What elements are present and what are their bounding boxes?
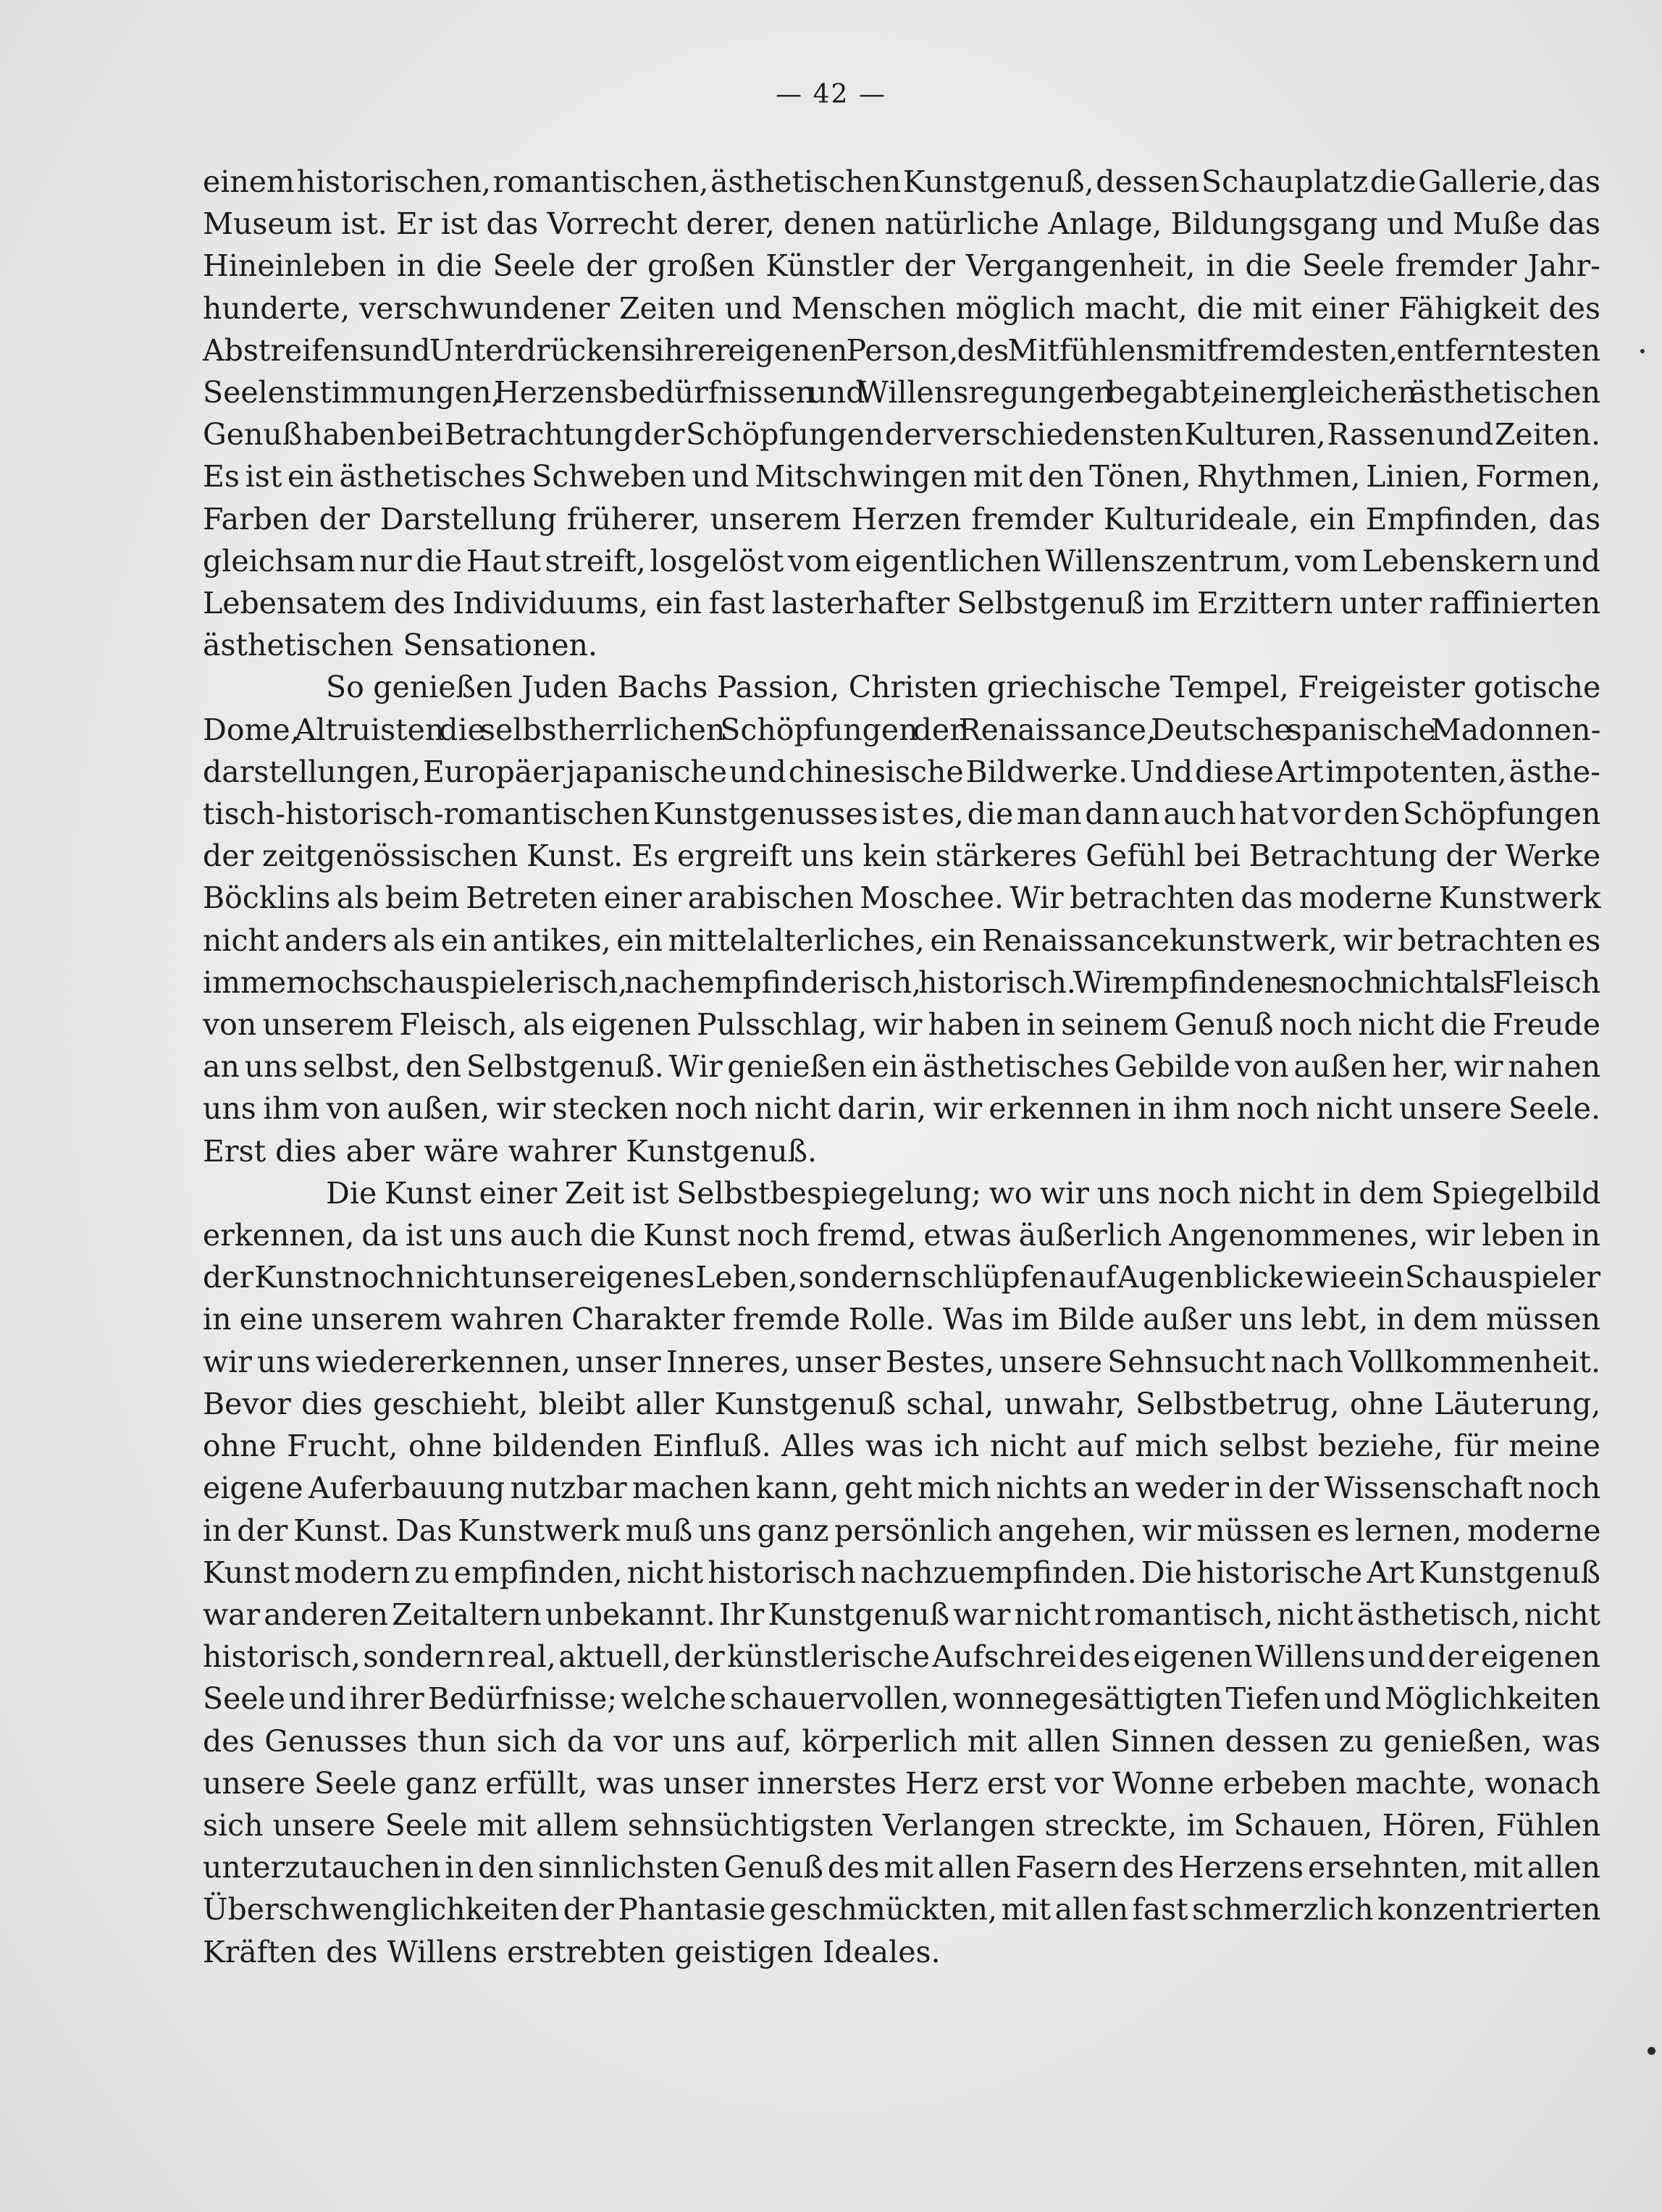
text-line: eigene Auferbauung nutzbar machen kann, geht mich nichts an weder in der Wissenschaft noch [203,1471,1601,1506]
text-line: uns ihm von außen, wir stecken noch nicht darin, wir erkennen in ihm noch nicht unsere Seele. [203,1091,1600,1127]
text-line: Genuß haben bei Betrachtung der Schöpfungen der verschiedensten Kulturen, Rassen und Zeiten. [203,417,1600,453]
text-line: unsere Seele ganz erfüllt, was unser innerstes Herz erst vor Wonne erbeben machte, wonach [203,1765,1601,1801]
text-line: Farben der Darstellung früherer, unserem Herzen fremder Kulturideale, ein Empfinden, das [203,501,1601,537]
text-line: unterzutauchen in den sinnlichsten Genuß des mit allen Fasern des Herzens ersehnten, mit allen [203,1850,1600,1885]
text-line: immer noch schauspielerisch, nachempfinderisch, historisch. Wir empfinden es noch nicht als Fleisch [203,964,1601,1000]
text-line: darstellungen, Europäer japanische und chinesische Bildwerke. Und diese Art impotenten, ästhe- [203,754,1600,789]
text-line: einem historischen, romantischen, ästhetischen Kunstgenuß, dessen Schauplatz die Gallerie, das [203,164,1601,199]
text-line: Bevor dies geschieht, bleibt aller Kunstgenuß schal, unwahr, Selbstbetrug, ohne Läuterung, [203,1386,1601,1421]
text-line: Lebensatem des Individuums, ein fast lasterhafter Selbstgenuß im Erzittern unter raffinierten [203,586,1601,621]
text-line: Überschwenglichkeiten der Phantasie geschmückten, mit allen fast schmerzlich konzentrierten [203,1892,1601,1927]
text-line: wir uns wiedererkennen, unser Inneres, unser Bestes, unsere Sehnsucht nach Vollkommenheit. [203,1344,1600,1379]
page-number: — 42 — [776,80,886,109]
text-line: war anderen Zeitaltern unbekannt. Ihr Kunstgenuß war nicht romantisch, nicht ästhetisch, nicht [203,1597,1600,1632]
text-line: ohne Frucht, ohne bildenden Einfluß. Alles was ich nicht auf mich selbst beziehe, für meine [203,1429,1600,1464]
body-text [203,161,1600,1973]
text-line: Kunst modern zu empfinden, nicht historisch nachzuempfinden. Die historische Art Kunstgenuß [203,1555,1600,1590]
text-line: Seele und ihrer Bedürfnisse; welche schauervollen, wonnegesättigten Tiefen und Möglichkeiten [203,1681,1600,1717]
text-line: Abstreifens und Unterdrückens ihrer eigenen Person, des Mitfühlens mit fremdesten, entferntesten [203,332,1600,368]
text-line: Museum ist. Er ist das Vorrecht derer, denen natürliche Anlage, Bildungsgang und Muße das [203,206,1601,242]
text-line: erkennen, da ist uns auch die Kunst noch fremd, etwas äußerlich Angenommenes, wir leben in [203,1218,1600,1253]
text-line: der Kunst noch nicht unser eigenes Leben, sondern schlüpfen auf Augenblicke wie ein Schauspieler [203,1260,1600,1295]
ink-speck [1648,2047,1655,2055]
text-line: der zeitgenössischen Kunst. Es ergreift uns kein stärkeres Gefühl bei Betrachtung der Werke [203,838,1601,874]
text-line: Kräften des Willens erstrebten geistigen Ideales. [203,1934,941,1969]
text-line: sich unsere Seele mit allem sehnsüchtigsten Verlangen streckte, im Schauen, Hören, Fühlen [203,1807,1601,1843]
paragraph [203,666,1600,1172]
text-line: Erst dies aber wäre wahrer Kunstgenuß. [203,1133,818,1169]
text-line: historisch, sondern real, aktuell, der künstlerische Aufschrei des eigenen Willens und der eigenen [203,1639,1600,1675]
text-line: von unserem Fleisch, als eigenen Pulsschlag, wir haben in seinem Genuß noch nicht die Freude [203,1007,1600,1043]
text-line: gleichsam nur die Haut streift, losgelöst vom eigentlichen Willenszentrum, vom Lebenskern und [203,543,1601,579]
text-line: So genießen Juden Bachs Passion, Christen griechische Tempel, Freigeister gotische [326,670,1601,705]
text-line: Die Kunst einer Zeit ist Selbstbespiegelung; wo wir uns noch nicht in dem Spiegelbild [326,1175,1601,1211]
text-line: nicht anders als ein antikes, ein mittelalterliches, ein Renaissancekunstwerk, wir betrachten es [203,922,1601,958]
text-line: Seelenstimmungen, Herzensbedürfnissen und Willensregungen begabt, einen gleichen ästhetischen [203,375,1600,411]
text-line: hunderte, verschwundener Zeiten und Menschen möglich macht, die mit einer Fähigkeit des [203,290,1600,326]
text-line: Böcklins als beim Betreten einer arabischen Moschee. Wir betrachten das moderne Kunstwerk [203,880,1601,916]
text-line: Hineinleben in die Seele der großen Künstler der Vergangenheit, in die Seele fremder Jahr- [203,248,1600,284]
text-line: ästhetischen Sensationen. [203,628,597,663]
text-line: Es ist ein ästhetisches Schweben und Mitschwingen mit den Tönen, Rhythmen, Linien, Formen, [203,459,1601,495]
text-line: in eine unserem wahren Charakter fremde Rolle. Was im Bilde außer uns lebt, in dem müssen [203,1302,1601,1337]
ink-speck [1640,349,1645,353]
text-line: tisch-historisch-romantischen Kunstgenusses ist es, die man dann auch hat vor den Schöpfungen [203,796,1601,832]
text-line: Dome, Altruisten die selbstherrlichen Schöpfungen der Renaissance, Deutsche spanische Madonnen- [203,712,1601,747]
text-line: des Genusses thun sich da vor uns auf, körperlich mit allen Sinnen dessen zu genießen, was [203,1723,1600,1759]
text-line: an uns selbst, den Selbstgenuß. Wir genießen ein ästhetisches Gebilde von außen her, wir nahen [203,1049,1601,1085]
paragraph [203,1172,1600,1973]
paragraph [203,161,1600,666]
text-line: in der Kunst. Das Kunstwerk muß uns ganz persönlich angehen, wir müssen es lernen, moderne [203,1513,1601,1548]
